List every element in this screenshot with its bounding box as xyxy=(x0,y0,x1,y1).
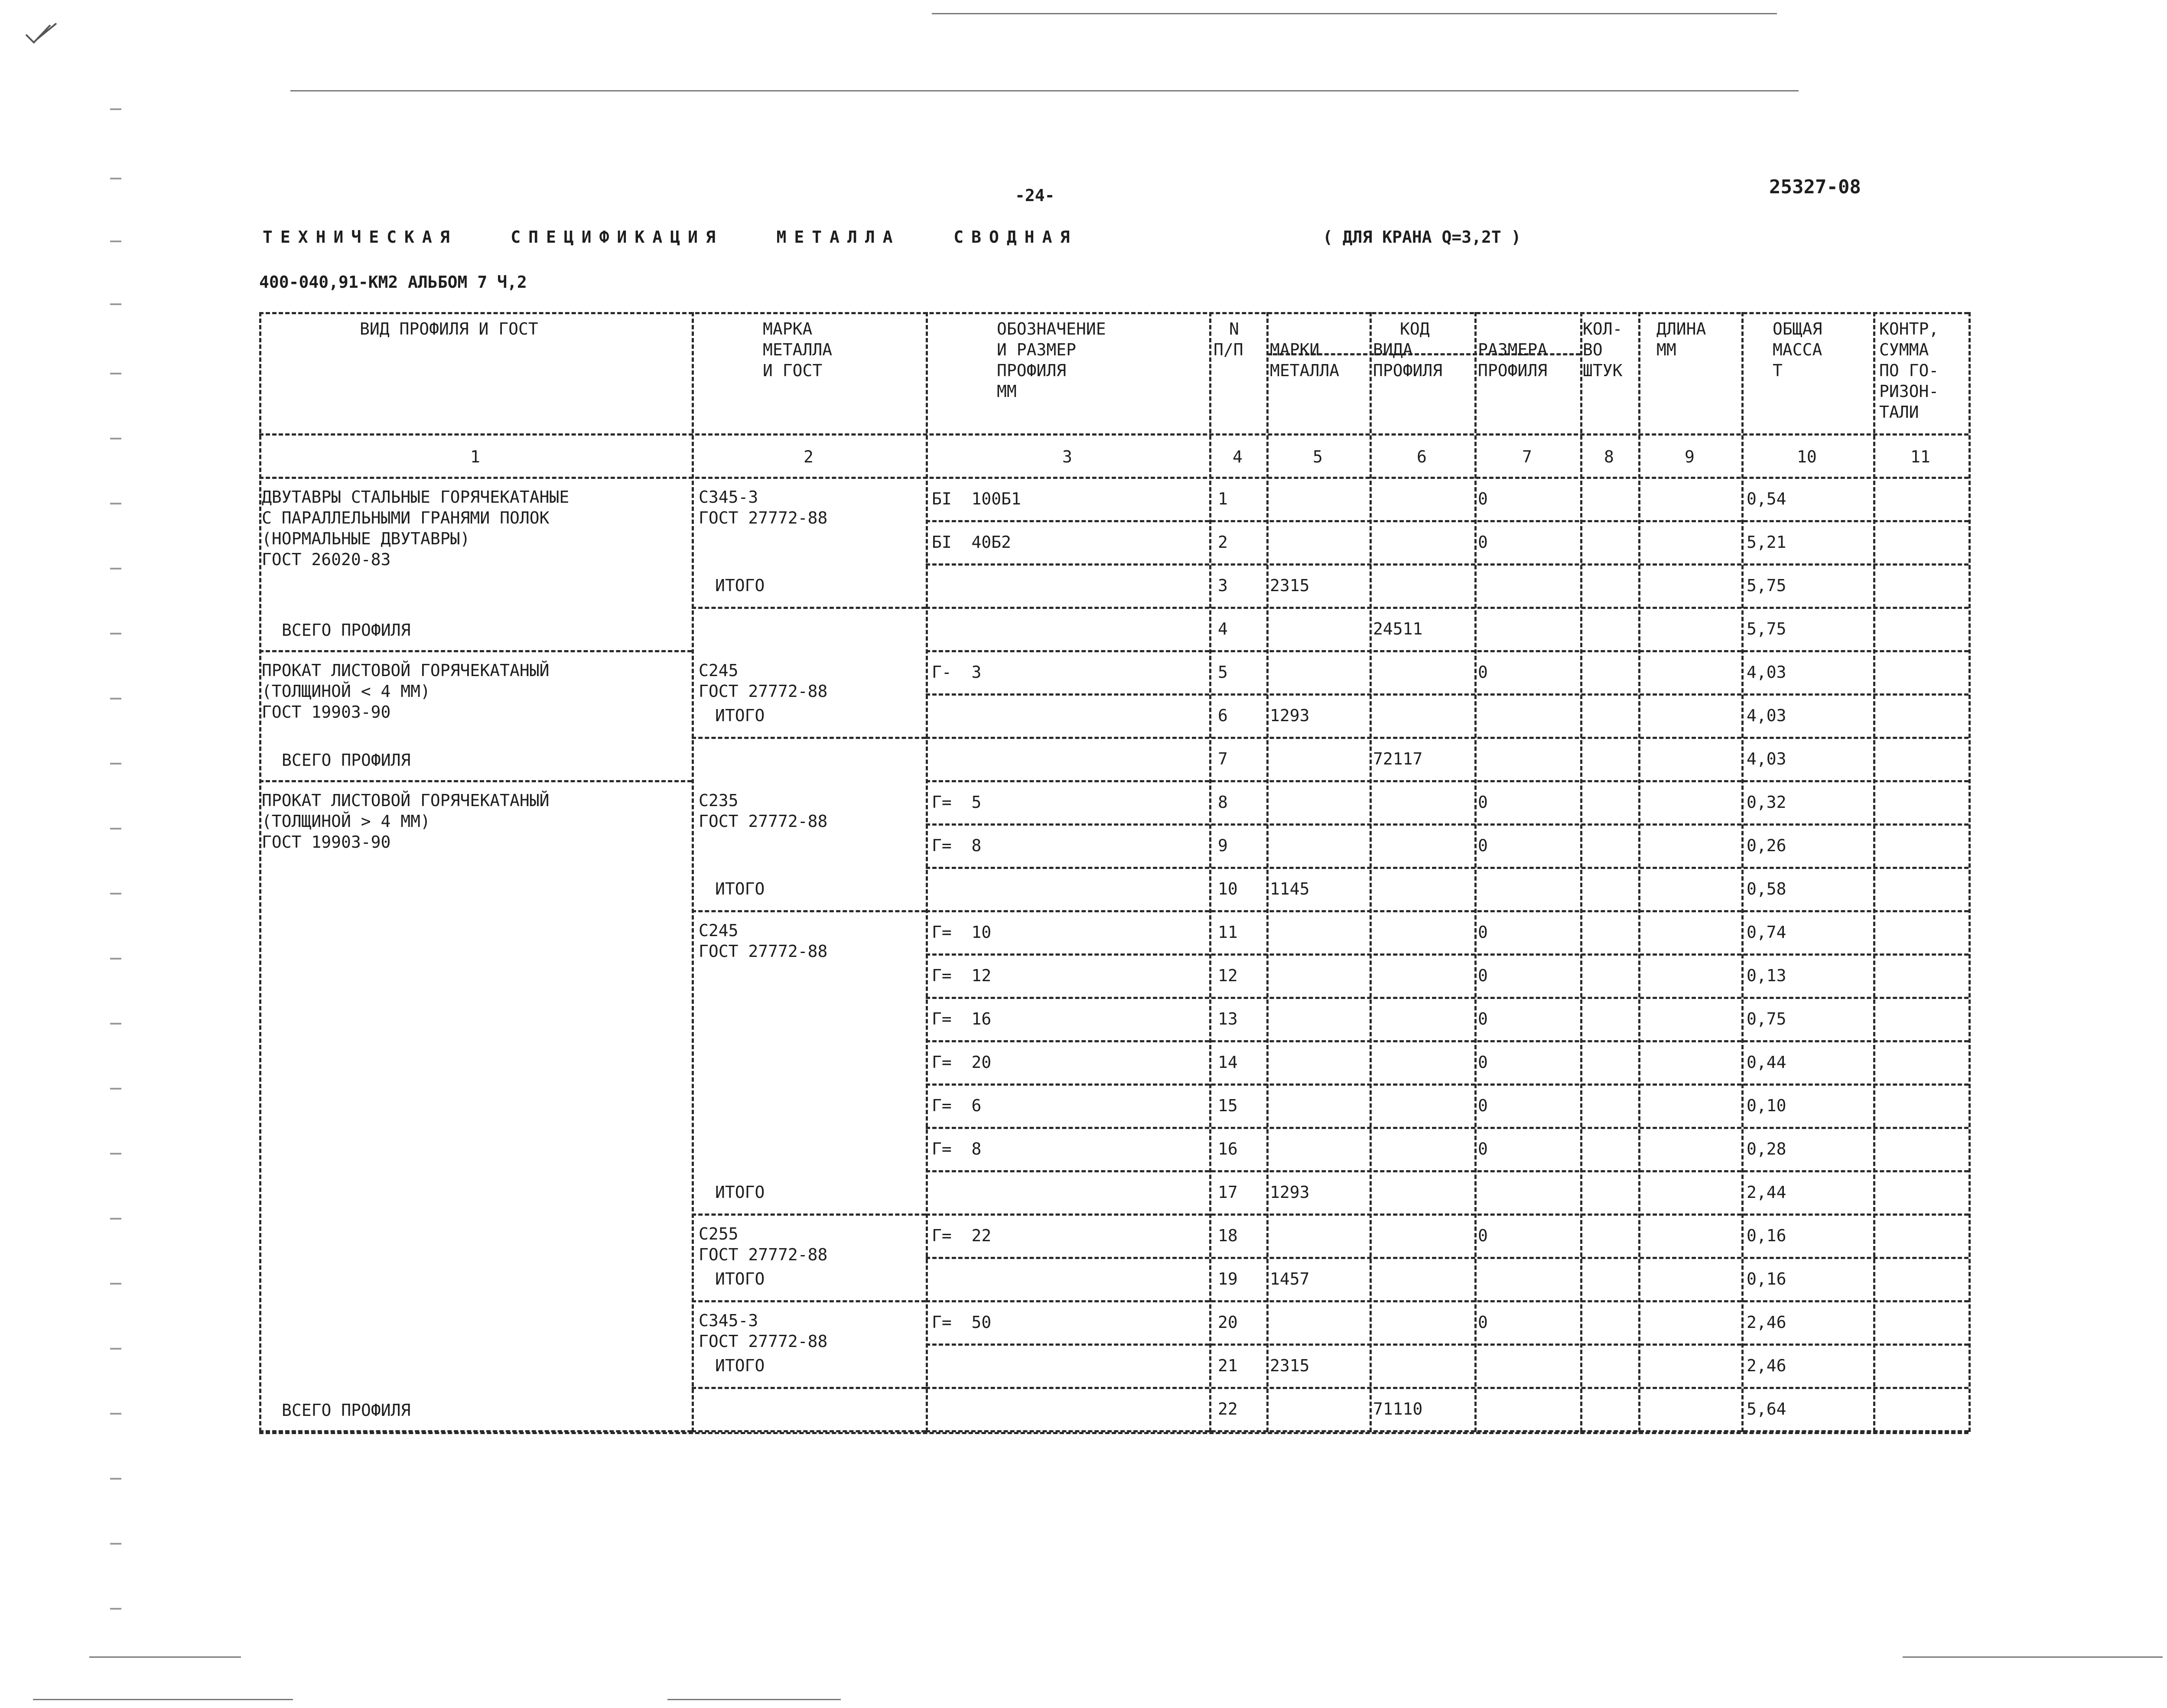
grid-line xyxy=(692,737,926,739)
scan-line xyxy=(667,1699,841,1700)
profile-size: Г- 3 xyxy=(932,663,982,682)
column-number: 7 xyxy=(1522,447,1532,466)
column-number: 1 xyxy=(470,447,480,466)
subtotal-label: ИТОГО xyxy=(715,706,765,725)
code-metal-grade: 1145 xyxy=(1270,879,1310,898)
margin-tick xyxy=(110,373,121,374)
subtotal-label: ИТОГО xyxy=(715,1269,765,1288)
col-header-checksum: ТАЛИ xyxy=(1879,403,1919,422)
row-number: 8 xyxy=(1218,793,1228,812)
row-number: 18 xyxy=(1218,1226,1238,1245)
steel-grade: С235 xyxy=(699,791,739,810)
grid-line xyxy=(926,1127,1969,1129)
profile-size: Г= 5 xyxy=(932,793,982,812)
grid-line xyxy=(1209,312,1211,1432)
steel-grade: ГОСТ 27772-88 xyxy=(699,1332,828,1351)
code-metal-grade: 1457 xyxy=(1270,1269,1310,1288)
row-number: 17 xyxy=(1218,1183,1238,1202)
grid-line xyxy=(926,1213,1969,1216)
row-number: 12 xyxy=(1218,966,1238,985)
grid-line xyxy=(692,910,926,912)
column-number: 8 xyxy=(1604,447,1614,466)
margin-tick xyxy=(110,1218,121,1220)
grid-line xyxy=(926,1387,1969,1389)
subtotal-label: ИТОГО xyxy=(715,879,765,898)
row-number: 2 xyxy=(1218,533,1228,552)
row-number: 15 xyxy=(1218,1096,1238,1115)
col-header-size: ММ xyxy=(997,382,1017,401)
total-mass: 0,10 xyxy=(1747,1096,1786,1115)
profile-size: Г= 20 xyxy=(932,1053,992,1072)
row-number: 4 xyxy=(1218,619,1228,638)
margin-tick xyxy=(110,1153,121,1155)
margin-tick xyxy=(110,241,121,242)
grid-line xyxy=(692,1213,926,1216)
scan-line xyxy=(33,1699,293,1700)
code-profile-size: 0 xyxy=(1478,489,1488,508)
scan-line xyxy=(89,1656,241,1658)
grid-line xyxy=(926,693,1969,696)
col-header-length: ММ xyxy=(1656,340,1676,359)
row-number: 10 xyxy=(1218,879,1238,898)
column-number: 11 xyxy=(1910,447,1930,466)
scan-line xyxy=(290,90,1799,91)
total-mass: 2,44 xyxy=(1747,1183,1786,1202)
col-header-profile: ВИД ПРОФИЛЯ И ГОСТ xyxy=(360,319,538,338)
col-header-grade: И ГОСТ xyxy=(763,361,823,380)
col-header-code-size: ПРОФИЛЯ xyxy=(1478,361,1548,380)
code-profile-size: 0 xyxy=(1478,793,1488,812)
margin-tick xyxy=(110,1543,121,1545)
steel-grade: С345-3 xyxy=(699,488,758,507)
col-header-grade: МАРКА xyxy=(763,319,813,338)
col-header-number: П/П xyxy=(1214,340,1243,359)
steel-grade: С245 xyxy=(699,921,739,940)
subtotal-label: ИТОГО xyxy=(715,576,765,595)
steel-grade: ГОСТ 27772-88 xyxy=(699,942,828,961)
col-header-size: И РАЗМЕР xyxy=(997,340,1077,359)
margin-tick xyxy=(110,633,121,634)
grid-line xyxy=(1474,312,1477,1432)
col-header-length: ДЛИНА xyxy=(1656,319,1706,338)
profile-size: Г= 12 xyxy=(932,966,992,985)
grid-line xyxy=(926,1430,1969,1432)
total-mass: 4,03 xyxy=(1747,749,1786,768)
row-number: 20 xyxy=(1218,1313,1238,1332)
row-number: 3 xyxy=(1218,576,1228,595)
margin-tick xyxy=(110,893,121,895)
total-mass: 0,74 xyxy=(1747,923,1786,942)
total-mass: 2,46 xyxy=(1747,1356,1786,1375)
scan-line xyxy=(1903,1656,2163,1658)
total-profile-label: ВСЕГО ПРОФИЛЯ xyxy=(282,751,411,770)
document-title: ТЕХНИЧЕСКАЯ СПЕЦИФИКАЦИЯ МЕТАЛЛА СВОДНАЯ xyxy=(263,228,1078,247)
total-mass: 0,16 xyxy=(1747,1226,1786,1245)
col-header-quantity: ШТУК xyxy=(1583,361,1623,380)
album-reference: 400-040,91-КМ2 АЛЬБОМ 7 Ч,2 xyxy=(259,273,527,292)
grid-line xyxy=(1873,312,1875,1432)
steel-grade: ГОСТ 27772-88 xyxy=(699,812,828,831)
grid-line xyxy=(259,477,1969,479)
code-profile-type: 24511 xyxy=(1373,619,1423,638)
document-number: 25327-08 xyxy=(1769,176,1861,198)
profile-description: ГОСТ 19903-90 xyxy=(262,833,391,852)
col-header-code-metal: МАРКИ xyxy=(1270,340,1320,359)
grid-line xyxy=(926,1170,1969,1172)
col-header-code-metal: МЕТАЛЛА xyxy=(1270,361,1340,380)
total-mass: 2,46 xyxy=(1747,1313,1786,1332)
margin-tick xyxy=(110,1478,121,1480)
grid-line xyxy=(926,867,1969,869)
margin-tick xyxy=(110,108,121,110)
steel-grade: ГОСТ 27772-88 xyxy=(699,1245,828,1264)
steel-grade: ГОСТ 27772-88 xyxy=(699,508,828,527)
col-header-grade: МЕТАЛЛА xyxy=(763,340,833,359)
grid-line xyxy=(926,1083,1969,1086)
column-number: 5 xyxy=(1313,447,1323,466)
grid-line xyxy=(1638,312,1640,1432)
grid-line xyxy=(926,823,1969,826)
profile-size: Г= 8 xyxy=(932,1139,982,1158)
col-header-mass: Т xyxy=(1773,361,1783,380)
profile-description: (НОРМАЛЬНЫЕ ДВУТАВРЫ) xyxy=(262,529,470,548)
code-profile-size: 0 xyxy=(1478,663,1488,682)
col-header-number: N xyxy=(1229,319,1239,338)
col-header-quantity: ВО xyxy=(1583,340,1603,359)
code-profile-size: 0 xyxy=(1478,1053,1488,1072)
margin-tick xyxy=(110,958,121,960)
grid-line xyxy=(259,312,261,1432)
code-profile-size: 0 xyxy=(1478,533,1488,552)
grid-line xyxy=(259,650,692,652)
grid-line xyxy=(926,953,1969,956)
steel-grade: С245 xyxy=(699,661,739,680)
grid-line xyxy=(926,997,1969,999)
code-profile-size: 0 xyxy=(1478,1313,1488,1332)
margin-tick xyxy=(110,303,121,305)
code-metal-grade: 1293 xyxy=(1270,706,1310,725)
subtotal-label: ИТОГО xyxy=(715,1356,765,1375)
column-number: 4 xyxy=(1233,447,1243,466)
margin-tick xyxy=(110,828,121,830)
col-header-size: ПРОФИЛЯ xyxy=(997,361,1067,380)
margin-tick xyxy=(110,1608,121,1610)
grid-line xyxy=(926,520,1969,522)
col-header-code-size: РАЗМЕРА xyxy=(1478,340,1548,359)
col-header-checksum: СУММА xyxy=(1879,340,1929,359)
total-mass: 5,21 xyxy=(1747,533,1786,552)
total-mass: 0,75 xyxy=(1747,1009,1786,1028)
grid-line xyxy=(692,1387,926,1389)
row-number: 11 xyxy=(1218,923,1238,942)
column-number: 6 xyxy=(1417,447,1427,466)
column-number: 3 xyxy=(1062,447,1072,466)
margin-tick xyxy=(110,178,121,179)
margin-tick xyxy=(110,763,121,765)
grid-line xyxy=(692,607,926,609)
code-profile-size: 0 xyxy=(1478,836,1488,855)
profile-description: (ТОЛЩИНОЙ > 4 ММ) xyxy=(262,812,430,831)
row-number: 9 xyxy=(1218,836,1228,855)
margin-tick xyxy=(110,698,121,699)
margin-tick xyxy=(110,503,121,504)
profile-description: ПРОКАТ ЛИСТОВОЙ ГОРЯЧЕКАТАНЫЙ xyxy=(262,661,550,680)
margin-tick xyxy=(110,568,121,569)
scan-line xyxy=(932,13,1777,14)
grid-line xyxy=(1370,312,1372,1432)
grid-line xyxy=(259,780,692,782)
profile-size: Г= 50 xyxy=(932,1313,992,1332)
grid-line xyxy=(692,312,694,1432)
grid-line xyxy=(692,1300,926,1302)
code-profile-size: 0 xyxy=(1478,966,1488,985)
total-mass: 0,16 xyxy=(1747,1269,1786,1288)
col-header-checksum: КОНТР, xyxy=(1879,319,1939,338)
row-number: 13 xyxy=(1218,1009,1238,1028)
row-number: 14 xyxy=(1218,1053,1238,1072)
column-number: 2 xyxy=(804,447,813,466)
row-number: 16 xyxy=(1218,1139,1238,1158)
row-number: 7 xyxy=(1218,749,1228,768)
total-mass: 5,64 xyxy=(1747,1399,1786,1418)
grid-line xyxy=(926,650,1969,652)
col-header-size: ОБОЗНАЧЕНИЕ xyxy=(997,319,1106,338)
profile-description: С ПАРАЛЛЕЛЬНЫМИ ГРАНЯМИ ПОЛОК xyxy=(262,508,550,527)
profile-size: Г= 22 xyxy=(932,1226,992,1245)
grid-line xyxy=(259,1430,692,1432)
margin-tick xyxy=(110,1413,121,1415)
total-mass: 0,32 xyxy=(1747,793,1786,812)
page-number: -24- xyxy=(1015,186,1055,205)
profile-size: БI 40Б2 xyxy=(932,533,1012,552)
total-mass: 4,03 xyxy=(1747,663,1786,682)
profile-description: ДВУТАВРЫ СТАЛЬНЫЕ ГОРЯЧЕКАТАНЫЕ xyxy=(262,488,569,507)
grid-line xyxy=(926,1257,1969,1259)
code-profile-size: 0 xyxy=(1478,1139,1488,1158)
grid-line xyxy=(926,1040,1969,1042)
code-metal-grade: 2315 xyxy=(1270,1356,1310,1375)
grid-line xyxy=(259,312,1969,314)
code-profile-size: 0 xyxy=(1478,1096,1488,1115)
code-metal-grade: 2315 xyxy=(1270,576,1310,595)
col-header-checksum: РИЗОН- xyxy=(1879,382,1939,401)
total-profile-label: ВСЕГО ПРОФИЛЯ xyxy=(282,621,411,640)
col-header-quantity: КОЛ- xyxy=(1583,319,1623,338)
col-header-code-profile: ПРОФИЛЯ xyxy=(1373,361,1443,380)
code-profile-type: 71110 xyxy=(1373,1399,1423,1418)
grid-line xyxy=(926,563,1969,566)
code-profile-type: 72117 xyxy=(1373,749,1423,768)
margin-tick xyxy=(110,1023,121,1025)
subtotal-label: ИТОГО xyxy=(715,1183,765,1202)
column-number: 9 xyxy=(1685,447,1695,466)
margin-tick xyxy=(110,1348,121,1350)
col-header-checksum: ПО ГО- xyxy=(1879,361,1939,380)
grid-line xyxy=(926,607,1969,609)
total-mass: 0,44 xyxy=(1747,1053,1786,1072)
profile-size: БI 100Б1 xyxy=(932,489,1021,508)
steel-grade: С345-3 xyxy=(699,1311,758,1330)
grid-line xyxy=(1969,312,1971,1432)
grid-line xyxy=(926,910,1969,912)
row-number: 5 xyxy=(1218,663,1228,682)
col-header-code-profile: ВИДА xyxy=(1373,340,1413,359)
profile-size: Г= 10 xyxy=(932,923,992,942)
steel-grade: С255 xyxy=(699,1224,739,1243)
margin-tick xyxy=(110,1088,121,1090)
grid-line xyxy=(926,780,1969,782)
profile-description: ГОСТ 26020-83 xyxy=(262,550,391,569)
col-header-mass: ОБЩАЯ xyxy=(1773,319,1822,338)
grid-line xyxy=(926,737,1969,739)
total-mass: 0,58 xyxy=(1747,879,1786,898)
document-subtitle: ( ДЛЯ КРАНА Q=3,2Т ) xyxy=(1323,228,1521,247)
total-mass: 5,75 xyxy=(1747,576,1786,595)
grid-line xyxy=(926,1300,1969,1302)
profile-size: Г= 16 xyxy=(932,1009,992,1028)
grid-line xyxy=(1266,312,1269,1432)
total-mass: 5,75 xyxy=(1747,619,1786,638)
profile-description: (ТОЛЩИНОЙ < 4 ММ) xyxy=(262,682,430,701)
profile-description: ПРОКАТ ЛИСТОВОЙ ГОРЯЧЕКАТАНЫЙ xyxy=(262,791,550,810)
total-mass: 0,28 xyxy=(1747,1139,1786,1158)
grid-line xyxy=(1580,312,1582,1432)
profile-size: Г= 6 xyxy=(932,1096,982,1115)
margin-tick xyxy=(110,1283,121,1285)
code-profile-size: 0 xyxy=(1478,923,1488,942)
grid-line xyxy=(1741,312,1744,1432)
code-profile-size: 0 xyxy=(1478,1226,1488,1245)
row-number: 1 xyxy=(1218,489,1228,508)
grid-line xyxy=(926,1344,1969,1346)
grid-line xyxy=(692,1430,926,1432)
profile-size: Г= 8 xyxy=(932,836,982,855)
col-header-mass: МАССА xyxy=(1773,340,1822,359)
total-mass: 0,26 xyxy=(1747,836,1786,855)
grid-line xyxy=(259,433,1969,436)
code-metal-grade: 1293 xyxy=(1270,1183,1310,1202)
col-header-code: КОД xyxy=(1400,319,1430,338)
grid-line xyxy=(926,312,928,1432)
total-mass: 0,13 xyxy=(1747,966,1786,985)
margin-tick xyxy=(110,438,121,439)
total-profile-label: ВСЕГО ПРОФИЛЯ xyxy=(282,1401,411,1420)
total-mass: 4,03 xyxy=(1747,706,1786,725)
row-number: 19 xyxy=(1218,1269,1238,1288)
column-number: 10 xyxy=(1797,447,1817,466)
code-profile-size: 0 xyxy=(1478,1009,1488,1028)
check-mark-icon xyxy=(24,22,59,48)
row-number: 21 xyxy=(1218,1356,1238,1375)
profile-description: ГОСТ 19903-90 xyxy=(262,703,391,722)
row-number: 6 xyxy=(1218,706,1228,725)
total-mass: 0,54 xyxy=(1747,489,1786,508)
steel-grade: ГОСТ 27772-88 xyxy=(699,682,828,701)
row-number: 22 xyxy=(1218,1399,1238,1418)
